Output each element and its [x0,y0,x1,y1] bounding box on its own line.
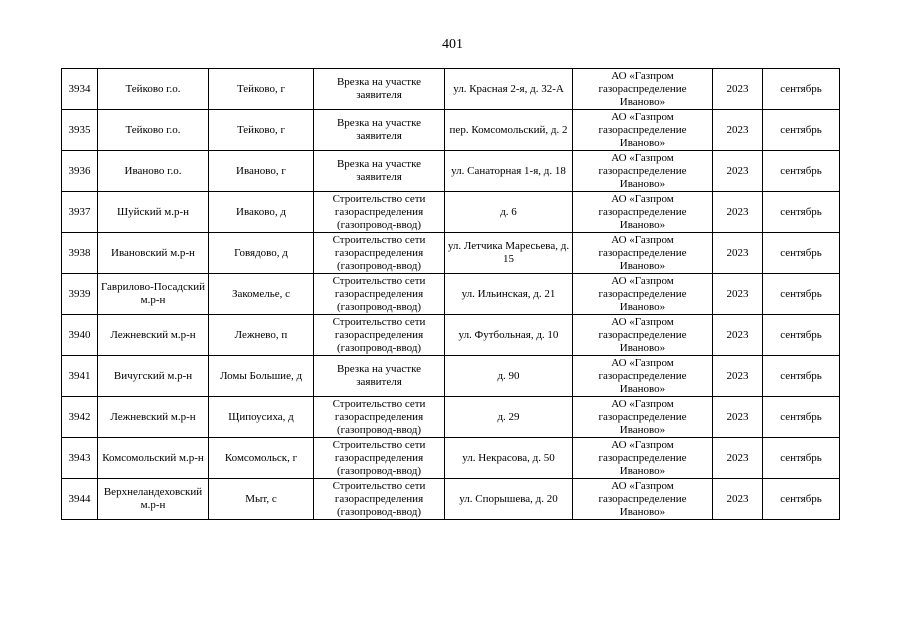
district-cell: Лежневский м.р-н [98,397,209,438]
address-cell: ул. Красная 2-я, д. 32-А [445,69,573,110]
district-cell: Шуйский м.р-н [98,192,209,233]
organization-cell: АО «Газпром газораспределение Иваново» [573,192,713,233]
month-cell: сентябрь [763,110,840,151]
organization-cell: АО «Газпром газораспределение Иваново» [573,151,713,192]
work-type-cell: Строительство сети газораспределения (газопровод-ввод) [314,233,445,274]
district-cell: Иваново г.о. [98,151,209,192]
row-number-cell: 3943 [62,438,98,479]
organization-cell: АО «Газпром газораспределение Иваново» [573,233,713,274]
row-number-cell: 3938 [62,233,98,274]
organization-cell: АО «Газпром газораспределение Иваново» [573,438,713,479]
organization-cell: АО «Газпром газораспределение Иваново» [573,356,713,397]
locality-cell: Мыт, с [209,479,314,520]
locality-cell: Ломы Большие, д [209,356,314,397]
address-cell: ул. Санаторная 1-я, д. 18 [445,151,573,192]
year-cell: 2023 [713,110,763,151]
table-row [62,233,840,274]
table-row [62,274,840,315]
row-number-cell: 3934 [62,69,98,110]
organization-cell: АО «Газпром газораспределение Иваново» [573,69,713,110]
row-number-cell: 3939 [62,274,98,315]
district-cell: Вичугский м.р-н [98,356,209,397]
month-cell: сентябрь [763,69,840,110]
work-type-cell: Врезка на участке заявителя [314,69,445,110]
year-cell: 2023 [713,438,763,479]
table-row [62,356,840,397]
locality-cell: Закомелье, с [209,274,314,315]
year-cell: 2023 [713,69,763,110]
organization-cell: АО «Газпром газораспределение Иваново» [573,315,713,356]
address-cell: пер. Комсомольский, д. 2 [445,110,573,151]
district-cell: Тейково г.о. [98,69,209,110]
organization-cell: АО «Газпром газораспределение Иваново» [573,274,713,315]
month-cell: сентябрь [763,397,840,438]
work-type-cell: Строительство сети газораспределения (газопровод-ввод) [314,479,445,520]
address-cell: д. 29 [445,397,573,438]
district-cell: Комсомольский м.р-н [98,438,209,479]
table-row [62,397,840,438]
table-row [62,110,840,151]
row-number-cell: 3937 [62,192,98,233]
year-cell: 2023 [713,274,763,315]
locality-cell: Тейково, г [209,110,314,151]
year-cell: 2023 [713,233,763,274]
year-cell: 2023 [713,315,763,356]
month-cell: сентябрь [763,151,840,192]
year-cell: 2023 [713,479,763,520]
locality-cell: Иваново, г [209,151,314,192]
work-type-cell: Строительство сети газораспределения (газопровод-ввод) [314,274,445,315]
table-row [62,192,840,233]
month-cell: сентябрь [763,438,840,479]
address-cell: д. 6 [445,192,573,233]
locality-cell: Лежнево, п [209,315,314,356]
address-cell: ул. Ильинская, д. 21 [445,274,573,315]
district-cell: Лежневский м.р-н [98,315,209,356]
locality-cell: Говядово, д [209,233,314,274]
work-type-cell: Строительство сети газораспределения (газопровод-ввод) [314,438,445,479]
month-cell: сентябрь [763,479,840,520]
locality-cell: Тейково, г [209,69,314,110]
year-cell: 2023 [713,397,763,438]
table-row [62,438,840,479]
page-number: 401 [442,37,463,52]
organization-cell: АО «Газпром газораспределение Иваново» [573,479,713,520]
month-cell: сентябрь [763,315,840,356]
row-number-cell: 3940 [62,315,98,356]
row-number-cell: 3942 [62,397,98,438]
district-cell: Тейково г.о. [98,110,209,151]
organization-cell: АО «Газпром газораспределение Иваново» [573,110,713,151]
year-cell: 2023 [713,192,763,233]
organization-cell: АО «Газпром газораспределение Иваново» [573,397,713,438]
district-cell: Верхнеландеховский м.р-н [98,479,209,520]
gasification-table [61,68,840,520]
month-cell: сентябрь [763,274,840,315]
row-number-cell: 3941 [62,356,98,397]
work-type-cell: Врезка на участке заявителя [314,110,445,151]
locality-cell: Иваково, д [209,192,314,233]
work-type-cell: Врезка на участке заявителя [314,356,445,397]
address-cell: ул. Спорышева, д. 20 [445,479,573,520]
row-number-cell: 3936 [62,151,98,192]
district-cell: Ивановский м.р-н [98,233,209,274]
month-cell: сентябрь [763,192,840,233]
month-cell: сентябрь [763,356,840,397]
work-type-cell: Строительство сети газораспределения (газопровод-ввод) [314,192,445,233]
row-number-cell: 3944 [62,479,98,520]
row-number-cell: 3935 [62,110,98,151]
address-cell: ул. Футбольная, д. 10 [445,315,573,356]
table-row [62,151,840,192]
table-row [62,315,840,356]
address-cell: ул. Некрасова, д. 50 [445,438,573,479]
locality-cell: Щипоусиха, д [209,397,314,438]
district-cell: Гаврилово-Посадский м.р-н [98,274,209,315]
table-row [62,69,840,110]
work-type-cell: Строительство сети газораспределения (газопровод-ввод) [314,315,445,356]
year-cell: 2023 [713,356,763,397]
work-type-cell: Строительство сети газораспределения (газопровод-ввод) [314,397,445,438]
month-cell: сентябрь [763,233,840,274]
table-row [62,479,840,520]
locality-cell: Комсомольск, г [209,438,314,479]
year-cell: 2023 [713,151,763,192]
address-cell: ул. Летчика Маресьева, д. 15 [445,233,573,274]
work-type-cell: Врезка на участке заявителя [314,151,445,192]
table-body [62,69,840,520]
address-cell: д. 90 [445,356,573,397]
